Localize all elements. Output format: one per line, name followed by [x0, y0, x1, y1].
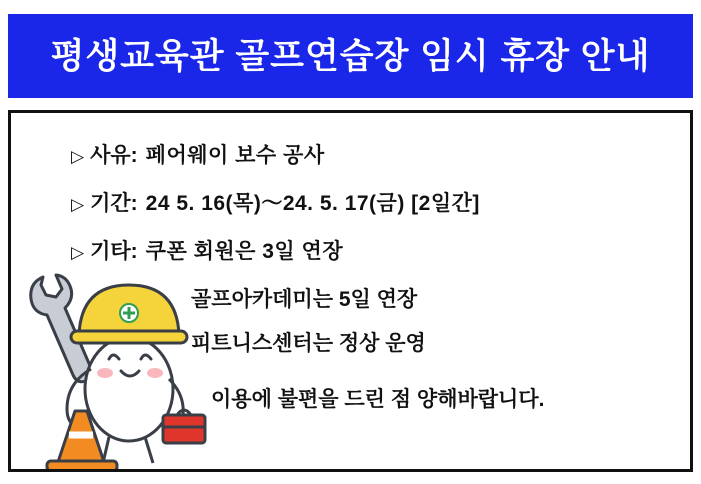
notice-row-reason: [71, 139, 681, 169]
notice-row-value: 페어웨이 보수 공사: [145, 144, 325, 167]
triangle-bullet-icon: ▷: [71, 195, 85, 214]
title-banner: [8, 14, 693, 98]
notice-row-label: 사유:: [90, 144, 138, 167]
triangle-bullet-icon: ▷: [71, 243, 85, 262]
notice-subrow-fitness: 피트니스센터는 정상 운영: [191, 332, 426, 355]
page-title: 평생교육관 골프연습장 임시 휴장 안내: [50, 36, 651, 76]
notice-row-etc: [71, 235, 681, 265]
notice-row-period: [71, 187, 681, 217]
notice-lines: [71, 139, 681, 413]
notice-row-value: 24 5. 16(목)～24. 5. 17(금) [2일간]: [145, 192, 480, 215]
notice-row-label: 기타:: [90, 240, 138, 263]
traffic-cone-icon: [47, 411, 117, 469]
triangle-bullet-icon: ▷: [71, 147, 85, 166]
notice-subrow-academy: 골프아카데미는 5일 연장: [191, 288, 418, 311]
notice-row-value: 쿠폰 회원은 3일 연장: [145, 240, 344, 263]
notice-body: [8, 110, 693, 472]
notice-row-label: 기간:: [90, 192, 138, 215]
notice-closing-text: 이용에 불편을 드린 점 양해바랍니다.: [211, 388, 545, 411]
toolbox-icon: [163, 410, 205, 443]
